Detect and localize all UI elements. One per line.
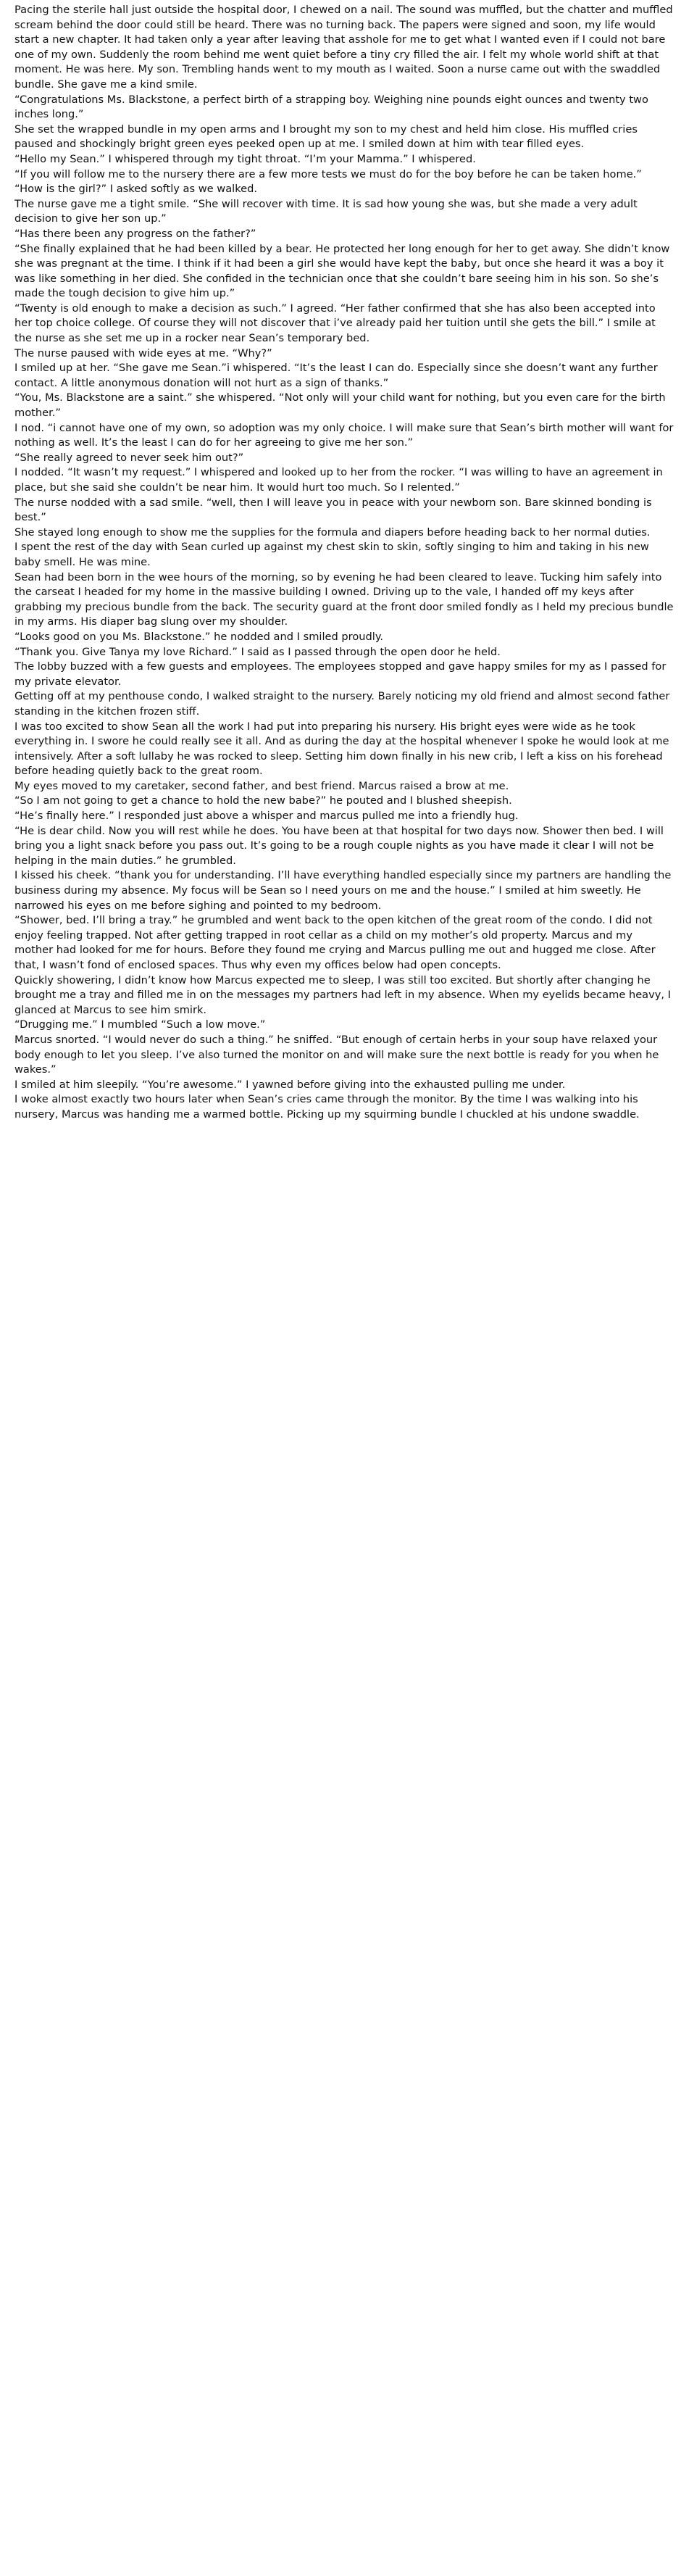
story-paragraph: Sean had been born in the wee hours of the morning, so by evening he had been cleared to leave. Tucking him safely into the carseat I headed for my home in the massive building I owned. Driving up to the vale, I handed off my keys after grabbing my precious bundle from the back. The security guard at the front door smiled fondly as I held my precious bundle in my arms. His diaper bag slung over my shoulder.: [14, 570, 674, 628]
story-paragraph: “Has there been any progress on the father?”: [14, 227, 256, 240]
story-paragraph: “Congratulations Ms. Blackstone, a perfect birth of a strapping boy. Weighing nine pounds eight ounces and twenty two inches long.”: [14, 93, 648, 121]
story-paragraph: The nurse paused with wide eyes at me. “Why?”: [14, 346, 272, 360]
story-paragraph: I was too excited to show Sean all the work I had put into preparing his nursery. His bright eyes were wide as he took everything in. I swore he could really see it all. And as during the day at the hospital whenever I spoke he would look at me intensively. After a soft lullaby he was rocked to sleep. Setting him down finally in his new crib, I left a kiss on his forehead before heading quietly back to the great room.: [14, 720, 669, 778]
story-paragraph: “Twenty is old enough to make a decision as such.” I agreed. “Her father confirmed that she has also been accepted into her top choice college. Of course they will not discover that i’ve already paid her tuition until she gets the bill.” I smile at the nurse as she set me up in a rocker near Sean’s temporary bed.: [14, 302, 656, 345]
story-paragraph: “You, Ms. Blackstone are a saint.” she whispered. “Not only will your child want for nothing, but you even care for the birth mother.”: [14, 391, 666, 420]
story-paragraph: The nurse gave me a tight smile. “She will recover with time. It is sad how young she was, but she made a very adult decision to give her son up.”: [14, 197, 638, 225]
story-paragraph: My eyes moved to my caretaker, second father, and best friend. Marcus raised a brow at me.: [14, 779, 509, 792]
story-paragraph: The lobby buzzed with a few guests and employees. The employees stopped and gave happy smiles for my as I passed for my private elevator.: [14, 660, 667, 688]
story-paragraph: I spent the rest of the day with Sean curled up against my chest skin to skin, softly singing to him and taking in his new baby smell. He was mine.: [14, 541, 649, 568]
story-paragraph: “Shower, bed. I’ll bring a tray.” he grumbled and went back to the open kitchen of the great room of the condo. I did not enjoy feeling trapped. Not after getting trapped in root cellar as a child on my mother’s old property. Marcus and my mother had looked for me for hours. Before they found me crying and Marcus pulling me out and hugged me close. After that, I wasn’t fond of enclosed spaces. Thus why even my offices below had open concepts.: [14, 914, 656, 971]
story-paragraph: “How is the girl?” I asked softly as we walked.: [14, 183, 258, 196]
story-paragraph: I smiled up at her. “She gave me Sean.”i whispered. “It’s the least I can do. Especially since she doesn’t want any further contact. A little anonymous donation will not hurt as a sign of thanks.”: [14, 362, 658, 389]
story-paragraph: I woke almost exactly two hours later when Sean’s cries came through the monitor. By the time I was walking into his nursery, Marcus was handing me a warmed bottle. Picking up my squirming bundle I chuckled at his undone swaddle.: [14, 1093, 640, 1121]
story-paragraph: “Looks good on you Ms. Blackstone.” he nodded and I smiled proudly.: [14, 630, 384, 643]
story-paragraph: Quickly showering, I didn’t know how Marcus expected me to sleep, I was still too excited. But shortly after changing he brought me a tray and filled me in on the messages my partners had left in my absence. When my eyelids became heavy, I glanced at Marcus to see him smirk.: [14, 973, 671, 1016]
story-paragraph: She set the wrapped bundle in my open arms and I brought my son to my chest and held him close. His muffled cries paused and shockingly bright green eyes peeked open up at me. I smiled down at him with tear filled eyes.: [14, 122, 638, 151]
story-paragraph: Getting off at my penthouse condo, I walked straight to the nursery. Barely noticing my old friend and almost second father standing in the kitchen frozen stiff.: [14, 690, 670, 718]
story-paragraph: She stayed long enough to show me the supplies for the formula and diapers before heading back to her normal duties.: [14, 525, 651, 539]
story-paragraph: “So I am not going to get a chance to hold the new babe?” he pouted and I blushed sheepish.: [14, 794, 512, 807]
story-paragraph: Marcus snorted. “I would never do such a thing.” he sniffed. “But enough of certain herbs in your soup have relaxed your body enough to let you sleep. I’ve also turned the monitor on and will make sure the next bottle is ready for you when he wakes.”: [14, 1033, 659, 1076]
story-document: [14, 3, 674, 1123]
story-paragraph: I nodded. “It wasn’t my request.” I whispered and looked up to her from the rocker. “I was willing to have an agreement in place, but she said she couldn’t be near him. It would hurt too much. So I relented.”: [14, 466, 663, 494]
story-paragraph: “Drugging me.” I mumbled “Such a low move.”: [14, 1018, 266, 1031]
story-paragraph: “He’s finally here.” I responded just above a whisper and marcus pulled me into a friendly hug.: [14, 810, 519, 823]
story-paragraph: “Thank you. Give Tanya my love Richard.” I said as I passed through the open door he held.: [14, 645, 501, 658]
story-paragraph: “She finally explained that he had been killed by a bear. He protected her long enough for her to get away. She didn’t know she was pregnant at the time. I think if it had been a girl she would have kept the baby, but once she heard it was a boy it was like something in her died. She confided in the technician once that she couldn’t bare seeing him in his son. So she’s made the tough decision to give him up.”: [14, 242, 670, 300]
story-paragraph: The nurse nodded with a sad smile. “well, then I will leave you in peace with your newborn son. Bare skinned bonding is best.”: [14, 496, 652, 524]
story-paragraph: “Hello my Sean.” I whispered through my tight throat. “I’m your Mamma.” I whispered.: [14, 152, 476, 165]
story-paragraph: I smiled at him sleepily. “You’re awesome.” I yawned before giving into the exhausted pulling me under.: [14, 1078, 566, 1091]
story-paragraph: “She really agreed to never seek him out?”: [14, 451, 244, 464]
story-paragraph: “If you will follow me to the nursery there are a few more tests we must do for the boy before he can be taken home.”: [14, 167, 642, 180]
story-paragraph: I nod. “i cannot have one of my own, so adoption was my only choice. I will make sure that Sean’s birth mother will want for nothing as well. It’s the least I can do for her agreeing to give me her son.”: [14, 421, 674, 449]
story-paragraph: Pacing the sterile hall just outside the hospital door, I chewed on a nail. The sound was muffled, but the chatter and muffled scream behind the door could still be heard. There was no turning back. The papers were signed and soon, my life would start a new chapter. It had taken only a year after leaving that asshole for me to get what I wanted even if I could not bare one of my own. Suddenly the room behind me went quiet before a tiny cry filled the air. I felt my whole world shift at that moment. He was here. My son. Trembling hands went to my mouth as I waited. Soon a nurse came out with the swaddled bundle. She gave me a kind smile.: [14, 4, 673, 91]
story-paragraph: “He is dear child. Now you will rest while he does. You have been at that hospital for two days now. Shower then bed. I will bring you a light snack before you pass out. It’s going to be a rough couple nights as you have made it clear I will not be helping in the main duties.” he grumbled.: [14, 824, 664, 867]
story-paragraph: I kissed his cheek. “thank you for understanding. I’ll have everything handled especially since my partners are handling the business during my absence. My focus will be Sean so I need yours on me and the house.” I smiled at him sweetly. He narrowed his eyes on me before sighing and pointed to my bedroom.: [14, 869, 672, 912]
